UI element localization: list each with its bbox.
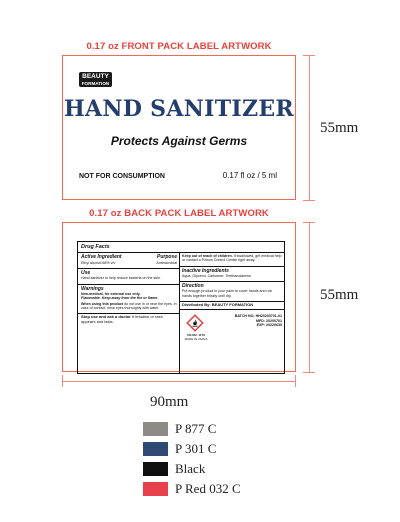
warning-eyes-text: do not use in or near the eyes. In case of contact, rinse eyes thoroughly with water. xyxy=(81,301,177,311)
swatch-label-red032c: P Red 032 C xyxy=(175,481,241,496)
rule-direction xyxy=(179,281,285,282)
width-dim: 90mm xyxy=(150,394,189,410)
swatch-label-p877c: P 877 C xyxy=(175,421,217,436)
use-text: Hand sanitizer to help reduce bacteria on the skin. xyxy=(81,276,161,281)
back-dim-tick-bottom xyxy=(303,372,315,373)
stop-use xyxy=(81,315,177,324)
front-dim-line xyxy=(309,55,310,200)
swatch-p877c xyxy=(143,422,168,436)
consumption-warning: NOT FOR CONSUMPTION xyxy=(79,173,165,180)
purpose-heading: Purpose xyxy=(156,254,177,260)
keep-out xyxy=(182,254,282,263)
purpose-value: Antimicrobial xyxy=(156,261,177,265)
swatch-black xyxy=(143,462,168,476)
brand-logo-line1: BEAUTY xyxy=(82,73,109,80)
un-number: UN NO. 1170 xyxy=(187,333,205,338)
brand-logo-line2: FORMATION xyxy=(81,81,110,86)
keep-out-text: If swallowed, get medical help or contact a Poison Control Centre right away. xyxy=(182,254,282,263)
stop-use-bold: Stop use and ask a doctor xyxy=(81,314,131,320)
brand-logo xyxy=(79,72,112,87)
drug-facts-left-column xyxy=(81,254,177,324)
width-dim-line xyxy=(62,381,296,382)
warning-eyes xyxy=(81,302,177,311)
warning-flammable: Flammable. Keep away from the fire or flame. xyxy=(81,296,159,301)
warning-external: Non-medical, for external use only. xyxy=(81,291,141,296)
rule-inactive xyxy=(179,266,285,267)
swatch-red032c xyxy=(143,482,168,496)
front-section-title: 0.17 oz FRONT PACK LABEL ARTWORK xyxy=(86,41,272,52)
front-label xyxy=(62,55,296,200)
keep-out-bold: Keep out of reach of children. xyxy=(182,254,233,258)
use-heading: Use xyxy=(81,270,91,277)
back-label xyxy=(62,222,296,372)
batch-info xyxy=(235,314,282,327)
warning-eyes-bold: When using this product xyxy=(81,301,124,306)
width-dim-tick-right xyxy=(295,375,296,387)
direction-heading: Direction xyxy=(182,283,204,290)
back-dim-line xyxy=(309,222,310,372)
distributed-by: Distributed By: BEAUTY FORMATION xyxy=(182,302,254,308)
direction-text: Put enough product in your palm to cover hands and rub hands together briskly until dry. xyxy=(182,289,272,298)
volume-text: 0.17 fl oz / 5 ml xyxy=(222,171,277,180)
drug-facts-heading: Drug Facts xyxy=(81,244,110,250)
column-divider xyxy=(179,252,180,373)
active-ingredient-heading: Active Ingredient xyxy=(81,254,122,260)
warnings-heading: Warnings xyxy=(81,285,104,292)
rule-warnings xyxy=(78,284,180,285)
back-section-title: 0.17 oz BACK PACK LABEL ARTWORK xyxy=(89,208,269,219)
stop-use-text: if irritation or rash appears and lasts. xyxy=(81,314,163,324)
batch-no: BATCH NO: HH20200701-01 xyxy=(234,314,282,319)
back-height-dim: 55mm xyxy=(320,287,359,303)
active-ingredient-value: Ethyl alcohol 68% v/v xyxy=(81,261,116,265)
product-tagline: Protects Against Germs xyxy=(110,134,248,148)
drug-facts-rule-top xyxy=(78,252,284,253)
made-in: MADE IN CHINA xyxy=(184,337,208,342)
drug-facts-panel xyxy=(77,241,285,374)
front-height-dim: 55mm xyxy=(320,120,359,136)
product-title: HAND SANITIZER xyxy=(63,96,295,122)
drug-facts-right-column xyxy=(182,254,282,350)
rule-use xyxy=(78,268,180,269)
mfd-date: MFD: 20200701 xyxy=(256,318,282,323)
swatch-label-black: Black xyxy=(175,461,206,476)
exp-date: EXP: 20220630 xyxy=(256,323,282,328)
swatch-p301c xyxy=(143,442,168,456)
front-dim-tick-bottom xyxy=(303,200,315,201)
flammable-hazard-icon xyxy=(186,314,204,332)
inactive-heading: Inactive Ingredients xyxy=(182,267,229,274)
inactive-text: Aqua, Glycerol, Carbomer, Triethanolamine. xyxy=(182,273,252,278)
swatch-label-p301c: P 301 C xyxy=(175,441,217,456)
